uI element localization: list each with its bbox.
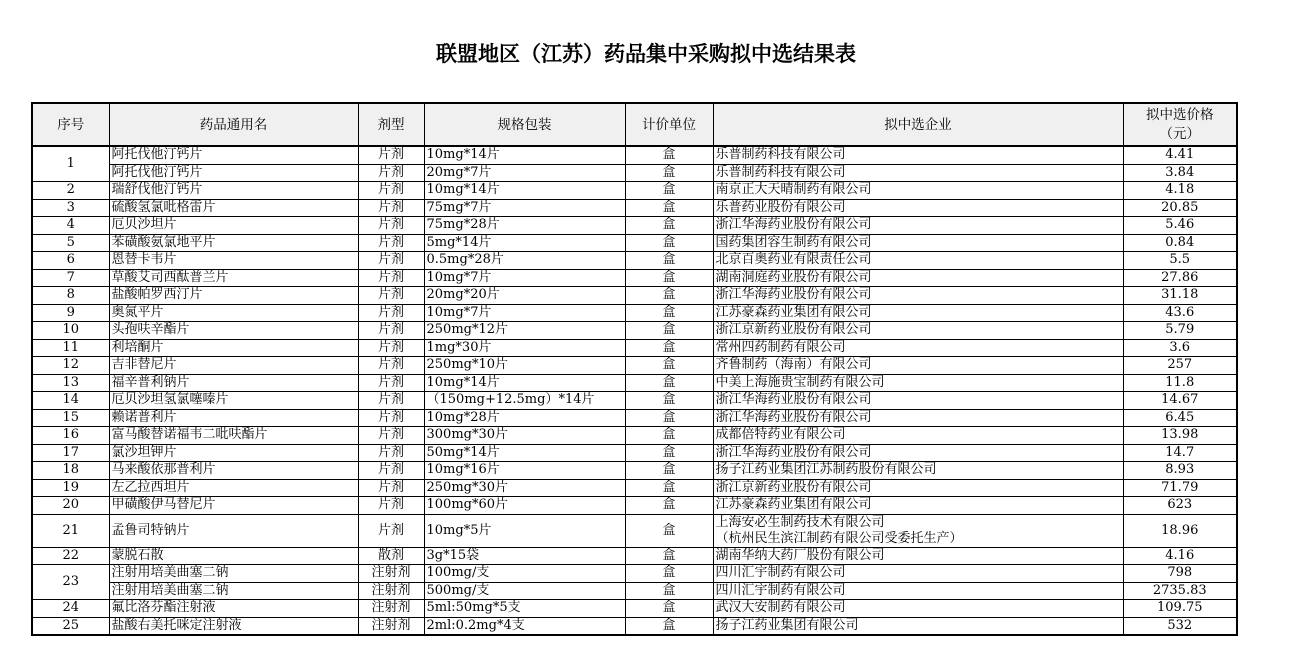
dosage-form: 注射剂 bbox=[358, 617, 424, 635]
price: 18.96 bbox=[1123, 514, 1237, 547]
drug-name: 甲磺酸伊马替尼片 bbox=[109, 497, 358, 515]
unit: 盒 bbox=[625, 234, 713, 252]
unit: 盒 bbox=[625, 339, 713, 357]
price: 3.84 bbox=[1123, 164, 1237, 182]
dosage-form: 片剂 bbox=[358, 252, 424, 270]
price: 14.7 bbox=[1123, 444, 1237, 462]
unit: 盒 bbox=[625, 199, 713, 217]
unit: 盒 bbox=[625, 565, 713, 583]
spec: 10mg*7片 bbox=[424, 269, 625, 287]
table-row bbox=[32, 252, 1237, 270]
row-index: 19 bbox=[32, 479, 109, 497]
drug-name: 苯磺酸氨氯地平片 bbox=[109, 234, 358, 252]
unit: 盒 bbox=[625, 497, 713, 515]
drug-name: 盐酸帕罗西汀片 bbox=[109, 287, 358, 305]
company: 浙江华海药业股份有限公司 bbox=[713, 217, 1123, 235]
header-spec: 规格包装 bbox=[424, 103, 625, 146]
dosage-form: 片剂 bbox=[358, 427, 424, 445]
unit: 盒 bbox=[625, 514, 713, 547]
drug-name: 阿托伐他汀钙片 bbox=[109, 146, 358, 164]
drug-name: 孟鲁司特钠片 bbox=[109, 514, 358, 547]
spec: 10mg*28片 bbox=[424, 409, 625, 427]
table-row bbox=[32, 409, 1237, 427]
price: 109.75 bbox=[1123, 600, 1237, 618]
company: 齐鲁制药（海南）有限公司 bbox=[713, 357, 1123, 375]
spec: 1mg*30片 bbox=[424, 339, 625, 357]
dosage-form: 散剂 bbox=[358, 547, 424, 565]
spec: 10mg*14片 bbox=[424, 182, 625, 200]
table-row bbox=[32, 479, 1237, 497]
price: 5.46 bbox=[1123, 217, 1237, 235]
spec: 5ml:50mg*5支 bbox=[424, 600, 625, 618]
spec: 250mg*30片 bbox=[424, 479, 625, 497]
dosage-form: 片剂 bbox=[358, 409, 424, 427]
row-index: 18 bbox=[32, 462, 109, 480]
drug-name: 奥氮平片 bbox=[109, 304, 358, 322]
table-row bbox=[32, 514, 1237, 547]
row-index: 8 bbox=[32, 287, 109, 305]
price: 14.67 bbox=[1123, 392, 1237, 410]
drug-name: 盐酸右美托咪定注射液 bbox=[109, 617, 358, 635]
unit: 盒 bbox=[625, 217, 713, 235]
spec: 3g*15袋 bbox=[424, 547, 625, 565]
spec: 10mg*14片 bbox=[424, 374, 625, 392]
drug-name: 阿托伐他汀钙片 bbox=[109, 164, 358, 182]
table-row bbox=[32, 617, 1237, 635]
row-index: 6 bbox=[32, 252, 109, 270]
table-row bbox=[32, 287, 1237, 305]
row-index: 3 bbox=[32, 199, 109, 217]
row-index: 20 bbox=[32, 497, 109, 515]
drug-name: 福辛普利钠片 bbox=[109, 374, 358, 392]
table-row bbox=[32, 392, 1237, 410]
drug-name: 厄贝沙坦氢氯噻嗪片 bbox=[109, 392, 358, 410]
spec: 250mg*12片 bbox=[424, 322, 625, 340]
company: 扬子江药业集团有限公司 bbox=[713, 617, 1123, 635]
drug-name: 吉非替尼片 bbox=[109, 357, 358, 375]
company: 南京正大天晴制药有限公司 bbox=[713, 182, 1123, 200]
row-index: 16 bbox=[32, 427, 109, 445]
unit: 盒 bbox=[625, 617, 713, 635]
table-row bbox=[32, 582, 1237, 600]
unit: 盒 bbox=[625, 600, 713, 618]
drug-name: 硫酸氢氯吡格雷片 bbox=[109, 199, 358, 217]
company: 扬子江药业集团江苏制药股份有限公司 bbox=[713, 462, 1123, 480]
unit: 盒 bbox=[625, 357, 713, 375]
company: 国药集团容生制药有限公司 bbox=[713, 234, 1123, 252]
row-index: 22 bbox=[32, 547, 109, 565]
unit: 盒 bbox=[625, 304, 713, 322]
price: 4.41 bbox=[1123, 146, 1237, 164]
price: 8.93 bbox=[1123, 462, 1237, 480]
dosage-form: 片剂 bbox=[358, 199, 424, 217]
spec: 300mg*30片 bbox=[424, 427, 625, 445]
company: 乐普制药科技有限公司 bbox=[713, 164, 1123, 182]
drug-name: 氟比洛芬酯注射液 bbox=[109, 600, 358, 618]
drug-name: 注射用培美曲塞二钠 bbox=[109, 565, 358, 583]
table-row bbox=[32, 304, 1237, 322]
dosage-form: 片剂 bbox=[358, 462, 424, 480]
row-index: 10 bbox=[32, 322, 109, 340]
company: 浙江华海药业股份有限公司 bbox=[713, 287, 1123, 305]
dosage-form: 片剂 bbox=[358, 234, 424, 252]
header-index: 序号 bbox=[32, 103, 109, 146]
row-index: 4 bbox=[32, 217, 109, 235]
drug-name: 马来酸依那普利片 bbox=[109, 462, 358, 480]
row-index: 1 bbox=[32, 146, 109, 182]
price: 6.45 bbox=[1123, 409, 1237, 427]
spec: 10mg*7片 bbox=[424, 304, 625, 322]
row-index: 12 bbox=[32, 357, 109, 375]
drug-name: 氯沙坦钾片 bbox=[109, 444, 358, 462]
table-row bbox=[32, 547, 1237, 565]
price: 31.18 bbox=[1123, 287, 1237, 305]
company: 武汉大安制药有限公司 bbox=[713, 600, 1123, 618]
dosage-form: 片剂 bbox=[358, 374, 424, 392]
row-index: 7 bbox=[32, 269, 109, 287]
table-row bbox=[32, 269, 1237, 287]
header-unit: 计价单位 bbox=[625, 103, 713, 146]
unit: 盒 bbox=[625, 252, 713, 270]
dosage-form: 片剂 bbox=[358, 514, 424, 547]
company: 北京百奥药业有限责任公司 bbox=[713, 252, 1123, 270]
dosage-form: 片剂 bbox=[358, 339, 424, 357]
table-row bbox=[32, 164, 1237, 182]
price: 3.6 bbox=[1123, 339, 1237, 357]
company: 浙江华海药业股份有限公司 bbox=[713, 409, 1123, 427]
spec: 10mg*5片 bbox=[424, 514, 625, 547]
company: 湖南洞庭药业股份有限公司 bbox=[713, 269, 1123, 287]
company: 常州四药制药有限公司 bbox=[713, 339, 1123, 357]
row-index: 14 bbox=[32, 392, 109, 410]
row-index: 17 bbox=[32, 444, 109, 462]
price: 0.84 bbox=[1123, 234, 1237, 252]
price: 2735.83 bbox=[1123, 582, 1237, 600]
company: 浙江华海药业股份有限公司 bbox=[713, 392, 1123, 410]
company: 江苏豪森药业集团有限公司 bbox=[713, 497, 1123, 515]
price: 27.86 bbox=[1123, 269, 1237, 287]
spec: 10mg*14片 bbox=[424, 146, 625, 164]
drug-name: 草酸艾司西酞普兰片 bbox=[109, 269, 358, 287]
company: 湖南华纳大药厂股份有限公司 bbox=[713, 547, 1123, 565]
spec: 20mg*7片 bbox=[424, 164, 625, 182]
header-company: 拟中选企业 bbox=[713, 103, 1123, 146]
dosage-form: 片剂 bbox=[358, 322, 424, 340]
price: 20.85 bbox=[1123, 199, 1237, 217]
row-index: 2 bbox=[32, 182, 109, 200]
spec: 75mg*7片 bbox=[424, 199, 625, 217]
drug-name: 厄贝沙坦片 bbox=[109, 217, 358, 235]
table-row bbox=[32, 146, 1237, 164]
price: 5.79 bbox=[1123, 322, 1237, 340]
drug-name: 蒙脱石散 bbox=[109, 547, 358, 565]
unit: 盒 bbox=[625, 409, 713, 427]
table-row bbox=[32, 444, 1237, 462]
table-row bbox=[32, 357, 1237, 375]
spec: （150mg+12.5mg）*14片 bbox=[424, 392, 625, 410]
spec: 20mg*20片 bbox=[424, 287, 625, 305]
table-row bbox=[32, 339, 1237, 357]
dosage-form: 注射剂 bbox=[358, 565, 424, 583]
unit: 盒 bbox=[625, 374, 713, 392]
unit: 盒 bbox=[625, 427, 713, 445]
row-index: 25 bbox=[32, 617, 109, 635]
unit: 盒 bbox=[625, 164, 713, 182]
table-row bbox=[32, 600, 1237, 618]
company: 四川汇宇制药有限公司 bbox=[713, 582, 1123, 600]
company: 浙江华海药业股份有限公司 bbox=[713, 444, 1123, 462]
price: 623 bbox=[1123, 497, 1237, 515]
row-index: 15 bbox=[32, 409, 109, 427]
unit: 盒 bbox=[625, 269, 713, 287]
dosage-form: 片剂 bbox=[358, 182, 424, 200]
spec: 75mg*28片 bbox=[424, 217, 625, 235]
price: 257 bbox=[1123, 357, 1237, 375]
spec: 250mg*10片 bbox=[424, 357, 625, 375]
row-index: 9 bbox=[32, 304, 109, 322]
row-index: 21 bbox=[32, 514, 109, 547]
spec: 0.5mg*28片 bbox=[424, 252, 625, 270]
drug-name: 恩替卡韦片 bbox=[109, 252, 358, 270]
unit: 盒 bbox=[625, 322, 713, 340]
company: 江苏豪森药业集团有限公司 bbox=[713, 304, 1123, 322]
table-row bbox=[32, 462, 1237, 480]
header-dosage-form: 剂型 bbox=[358, 103, 424, 146]
unit: 盒 bbox=[625, 547, 713, 565]
drug-name: 瑞舒伐他汀钙片 bbox=[109, 182, 358, 200]
price: 11.8 bbox=[1123, 374, 1237, 392]
price: 798 bbox=[1123, 565, 1237, 583]
unit: 盒 bbox=[625, 287, 713, 305]
table-row bbox=[32, 182, 1237, 200]
unit: 盒 bbox=[625, 444, 713, 462]
spec: 10mg*16片 bbox=[424, 462, 625, 480]
dosage-form: 注射剂 bbox=[358, 582, 424, 600]
spec: 100mg/支 bbox=[424, 565, 625, 583]
spec: 5mg*14片 bbox=[424, 234, 625, 252]
row-index: 13 bbox=[32, 374, 109, 392]
results-table bbox=[31, 102, 1238, 636]
dosage-form: 片剂 bbox=[358, 479, 424, 497]
row-index: 5 bbox=[32, 234, 109, 252]
price: 71.79 bbox=[1123, 479, 1237, 497]
company: 成都倍特药业有限公司 bbox=[713, 427, 1123, 445]
page-title: 联盟地区（江苏）药品集中采购拟中选结果表 bbox=[436, 42, 856, 66]
price: 43.6 bbox=[1123, 304, 1237, 322]
dosage-form: 片剂 bbox=[358, 392, 424, 410]
dosage-form: 片剂 bbox=[358, 217, 424, 235]
dosage-form: 片剂 bbox=[358, 164, 424, 182]
header-drug-name: 药品通用名 bbox=[109, 103, 358, 146]
spec: 2ml:0.2mg*4支 bbox=[424, 617, 625, 635]
unit: 盒 bbox=[625, 582, 713, 600]
company: 中美上海施贵宝制药有限公司 bbox=[713, 374, 1123, 392]
row-index: 24 bbox=[32, 600, 109, 618]
table-row bbox=[32, 497, 1237, 515]
price: 4.16 bbox=[1123, 547, 1237, 565]
table-row bbox=[32, 217, 1237, 235]
dosage-form: 片剂 bbox=[358, 304, 424, 322]
drug-name: 注射用培美曲塞二钠 bbox=[109, 582, 358, 600]
header-price: 拟中选价格 （元） bbox=[1123, 103, 1237, 146]
table-row bbox=[32, 199, 1237, 217]
unit: 盒 bbox=[625, 182, 713, 200]
company: 上海安必生制药技术有限公司 （杭州民生滨江制药有限公司受委托生产） bbox=[713, 514, 1123, 547]
drug-name: 富马酸替诺福韦二吡呋酯片 bbox=[109, 427, 358, 445]
price: 532 bbox=[1123, 617, 1237, 635]
dosage-form: 片剂 bbox=[358, 444, 424, 462]
company: 乐普制药科技有限公司 bbox=[713, 146, 1123, 164]
dosage-form: 片剂 bbox=[358, 357, 424, 375]
drug-name: 左乙拉西坦片 bbox=[109, 479, 358, 497]
unit: 盒 bbox=[625, 146, 713, 164]
spec: 50mg*14片 bbox=[424, 444, 625, 462]
row-index: 11 bbox=[32, 339, 109, 357]
row-index: 23 bbox=[32, 565, 109, 600]
unit: 盒 bbox=[625, 392, 713, 410]
table-row bbox=[32, 234, 1237, 252]
table-row bbox=[32, 427, 1237, 445]
price: 4.18 bbox=[1123, 182, 1237, 200]
drug-name: 头孢呋辛酯片 bbox=[109, 322, 358, 340]
dosage-form: 片剂 bbox=[358, 497, 424, 515]
spec: 100mg*60片 bbox=[424, 497, 625, 515]
table-row bbox=[32, 565, 1237, 583]
price: 13.98 bbox=[1123, 427, 1237, 445]
company: 四川汇宇制药有限公司 bbox=[713, 565, 1123, 583]
drug-name: 赖诺普利片 bbox=[109, 409, 358, 427]
table-row bbox=[32, 374, 1237, 392]
dosage-form: 片剂 bbox=[358, 287, 424, 305]
drug-name: 利培酮片 bbox=[109, 339, 358, 357]
table-header-row bbox=[32, 103, 1237, 146]
unit: 盒 bbox=[625, 479, 713, 497]
company: 浙江京新药业股份有限公司 bbox=[713, 479, 1123, 497]
company: 乐普药业股份有限公司 bbox=[713, 199, 1123, 217]
unit: 盒 bbox=[625, 462, 713, 480]
dosage-form: 注射剂 bbox=[358, 600, 424, 618]
spec: 500mg/支 bbox=[424, 582, 625, 600]
table-row bbox=[32, 322, 1237, 340]
dosage-form: 片剂 bbox=[358, 146, 424, 164]
price: 5.5 bbox=[1123, 252, 1237, 270]
dosage-form: 片剂 bbox=[358, 269, 424, 287]
company: 浙江京新药业股份有限公司 bbox=[713, 322, 1123, 340]
